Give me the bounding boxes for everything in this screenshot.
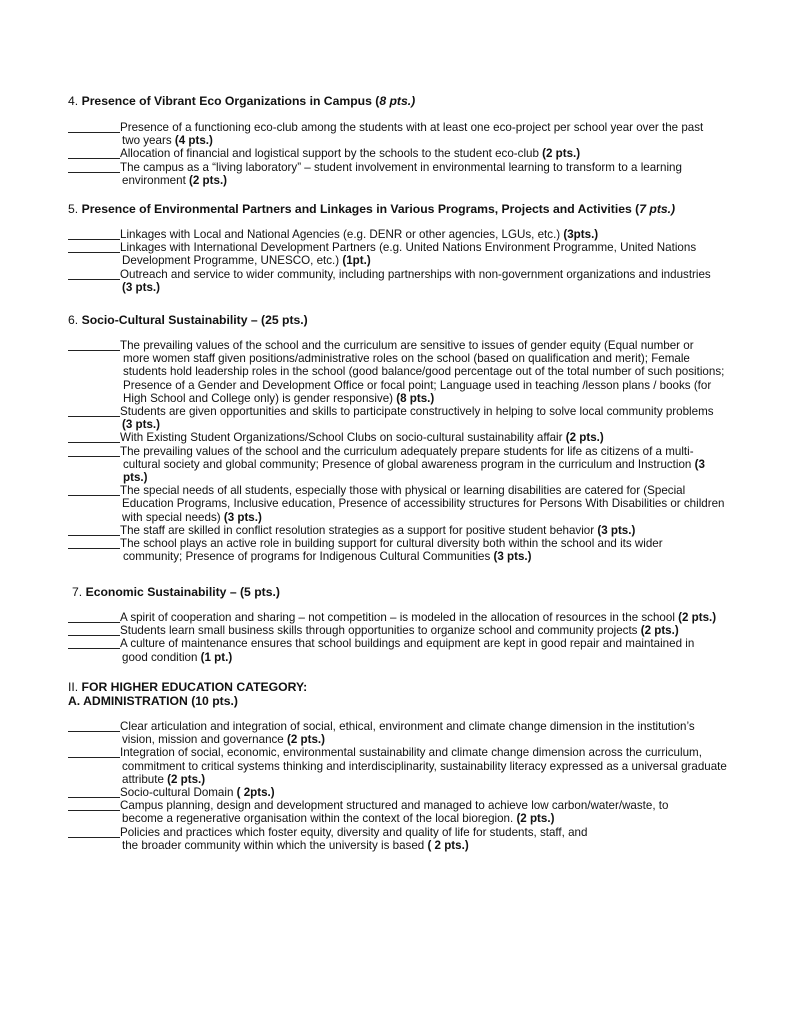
points-label: (2 pts.) (189, 173, 228, 187)
points-label: ( 2 pts.) (427, 838, 469, 852)
score-blank[interactable] (68, 731, 120, 732)
section-higher-education (68, 680, 728, 852)
criterion-item: The campus as a “living laboratory” – student involvement in environmental learning to transform to a learning environment (2 pts.) (68, 161, 728, 187)
heading-number: II. (68, 680, 82, 694)
points-label: (2 pts.) (678, 611, 717, 624)
points-label: (3 pts.) (122, 418, 161, 432)
section-4 (68, 94, 728, 187)
criterion-item: Policies and practices which foster equity, diversity and quality of life for students, staff, and the broader community within which the university is based ( 2 pts.) (68, 826, 728, 852)
score-blank[interactable] (68, 648, 120, 649)
criterion-item: With Existing Student Organizations/School Clubs on socio-cultural sustainability affair (2 pts.) (68, 431, 728, 444)
criterion-item: Allocation of financial and logistical support by the schools to the student eco-club (2 pts.) (68, 147, 728, 160)
points-label: (3 pts.) (493, 550, 532, 564)
heading-title: FOR HIGHER EDUCATION CATEGORY: (81, 680, 308, 694)
criterion-item: Linkages with International Development Partners (e.g. United Nations Environment Programme, United Nations Development Programme, UNESCO, etc.) (1pt.) (68, 241, 728, 267)
criterion-item: Campus planning, design and development structured and managed to achieve low carbon/water/waste, to become a regenerative organisation within the context of the local bioregion. (2 pts.) (68, 799, 728, 825)
heading-number: 6. (68, 313, 82, 327)
score-blank[interactable] (68, 350, 120, 351)
score-blank[interactable] (68, 548, 120, 549)
score-blank[interactable] (68, 837, 120, 838)
score-blank[interactable] (68, 252, 120, 253)
score-blank[interactable] (68, 810, 120, 811)
section-heading (68, 313, 728, 327)
heading-points: 8 pts.) (379, 94, 416, 108)
points-label: (2 pts.) (542, 147, 581, 161)
criterion-item: Linkages with Local and National Agencies (e.g. DENR or other agencies, LGUs, etc.) (3pts.) (68, 228, 728, 241)
subsection-heading: A. ADMINISTRATION (10 pts.) (68, 694, 238, 708)
section-7 (72, 585, 732, 664)
section-heading (68, 94, 728, 108)
score-blank[interactable] (68, 622, 120, 623)
criterion-item: The school plays an active role in building support for cultural diversity both within the school and its wider community; Presence of programs for Indigenous Cultural Communities (3 pts.) (68, 537, 728, 563)
section-5 (68, 202, 728, 294)
criterion-item: The staff are skilled in conflict resolution strategies as a support for positive student behavior (3 pts.) (68, 524, 728, 537)
points-label: (8 pts.) (396, 391, 435, 405)
section-6 (68, 313, 728, 563)
score-blank[interactable] (68, 442, 120, 443)
score-blank[interactable] (68, 757, 120, 758)
points-label: (3pts.) (563, 228, 599, 241)
criterion-item: Integration of social, economic, environmental sustainability and climate change dimension across the curriculum, commitment to critical systems thinking and interdisciplinarity, sustainability literacy expressed as a universal graduate attribute (2 pts.) (68, 746, 728, 786)
criterion-item: The special needs of all students, especially those with physical or learning disabilities are catered for (Special Education Programs, Inclusive education, Presence of accessibility structures for Persons With Disabilities or children with special needs) (3 pts.) (68, 484, 728, 524)
heading-number: 5. (68, 202, 82, 216)
criterion-item: A spirit of cooperation and sharing – not competition – is modeled in the allocation of resources in the school (2 pts.) (68, 611, 732, 624)
points-label: (1 pt.) (200, 650, 233, 664)
points-label: (3 pts.) (597, 523, 636, 537)
points-label: (3 pts.) (123, 457, 705, 485)
score-blank[interactable] (68, 132, 120, 133)
score-blank[interactable] (68, 158, 120, 159)
points-label: (3 pts.) (122, 280, 161, 294)
criterion-item: Socio-cultural Domain ( 2pts.) (68, 786, 728, 799)
section-heading (72, 585, 732, 599)
heading-title: Presence of Environmental Partners and Linkages in Various Programs, Projects and Activities ( (81, 202, 640, 216)
points-label: (4 pts.) (174, 134, 213, 148)
heading-title: Presence of Vibrant Eco Organizations in Campus ( (81, 94, 380, 108)
score-blank[interactable] (68, 279, 120, 280)
score-blank[interactable] (68, 239, 120, 240)
score-blank[interactable] (68, 535, 120, 536)
points-label: (2 pts.) (640, 624, 679, 638)
points-label: (2 pts.) (167, 772, 206, 786)
heading-points: 7 pts.) (639, 202, 676, 216)
criterion-item: A culture of maintenance ensures that school buildings and equipment are kept in good repair and maintained in good condition (1 pt.) (68, 637, 732, 663)
score-blank[interactable] (68, 495, 120, 496)
section-heading (68, 680, 728, 694)
heading-number: 4. (68, 94, 82, 108)
heading-number: 7. (72, 585, 86, 599)
points-label: (2 pts.) (565, 431, 604, 445)
criterion-item: Students are given opportunities and skills to participate constructively in helping to solve local community problems (3 pts.) (68, 405, 728, 431)
criterion-item: Clear articulation and integration of social, ethical, environment and climate change dimension in the institution’s vision, mission and governance (2 pts.) (68, 720, 728, 746)
criterion-item: Students learn small business skills through opportunities to organize school and community projects (2 pts.) (68, 624, 732, 637)
criterion-item: Presence of a functioning eco-club among the students with at least one eco-project per school year over the past two years (4 pts.) (68, 121, 728, 147)
section-heading (68, 202, 728, 216)
criterion-item: The prevailing values of the school and the curriculum are sensitive to issues of gender equity (Equal number or more women staff given positions/administrative roles on the school (based on qualification and merit); Female students hold leadership roles in the school (good balance/good percentage out of the total number of such positions; Presence of a Gender and Development Office or focal point; Language used in teaching /lesson plans / books (for High School and College only) is gender responsive) (8 pts.) (68, 339, 728, 405)
points-label: (2 pts.) (286, 733, 325, 747)
score-blank[interactable] (68, 456, 120, 457)
score-blank[interactable] (68, 635, 120, 636)
points-label: (2 pts.) (516, 812, 555, 826)
points-label: ( 2pts.) (236, 786, 275, 800)
score-blank[interactable] (68, 797, 120, 798)
score-blank[interactable] (68, 172, 120, 173)
heading-title: Socio-Cultural Sustainability – (25 pts.) (81, 313, 308, 327)
heading-title: Economic Sustainability – (5 pts.) (85, 585, 280, 599)
points-label: (3 pts.) (223, 510, 262, 524)
points-label: (1pt.) (342, 254, 371, 268)
criterion-item: Outreach and service to wider community, including partnerships with non-government organizations and industries (3 pts.) (68, 268, 728, 294)
criterion-item: The prevailing values of the school and the curriculum adequately prepare students for life as citizens of a multi- cultural society and global community; Presence of global awareness program in the curriculum and Instruction (3 pts.) (68, 445, 728, 485)
score-blank[interactable] (68, 416, 120, 417)
